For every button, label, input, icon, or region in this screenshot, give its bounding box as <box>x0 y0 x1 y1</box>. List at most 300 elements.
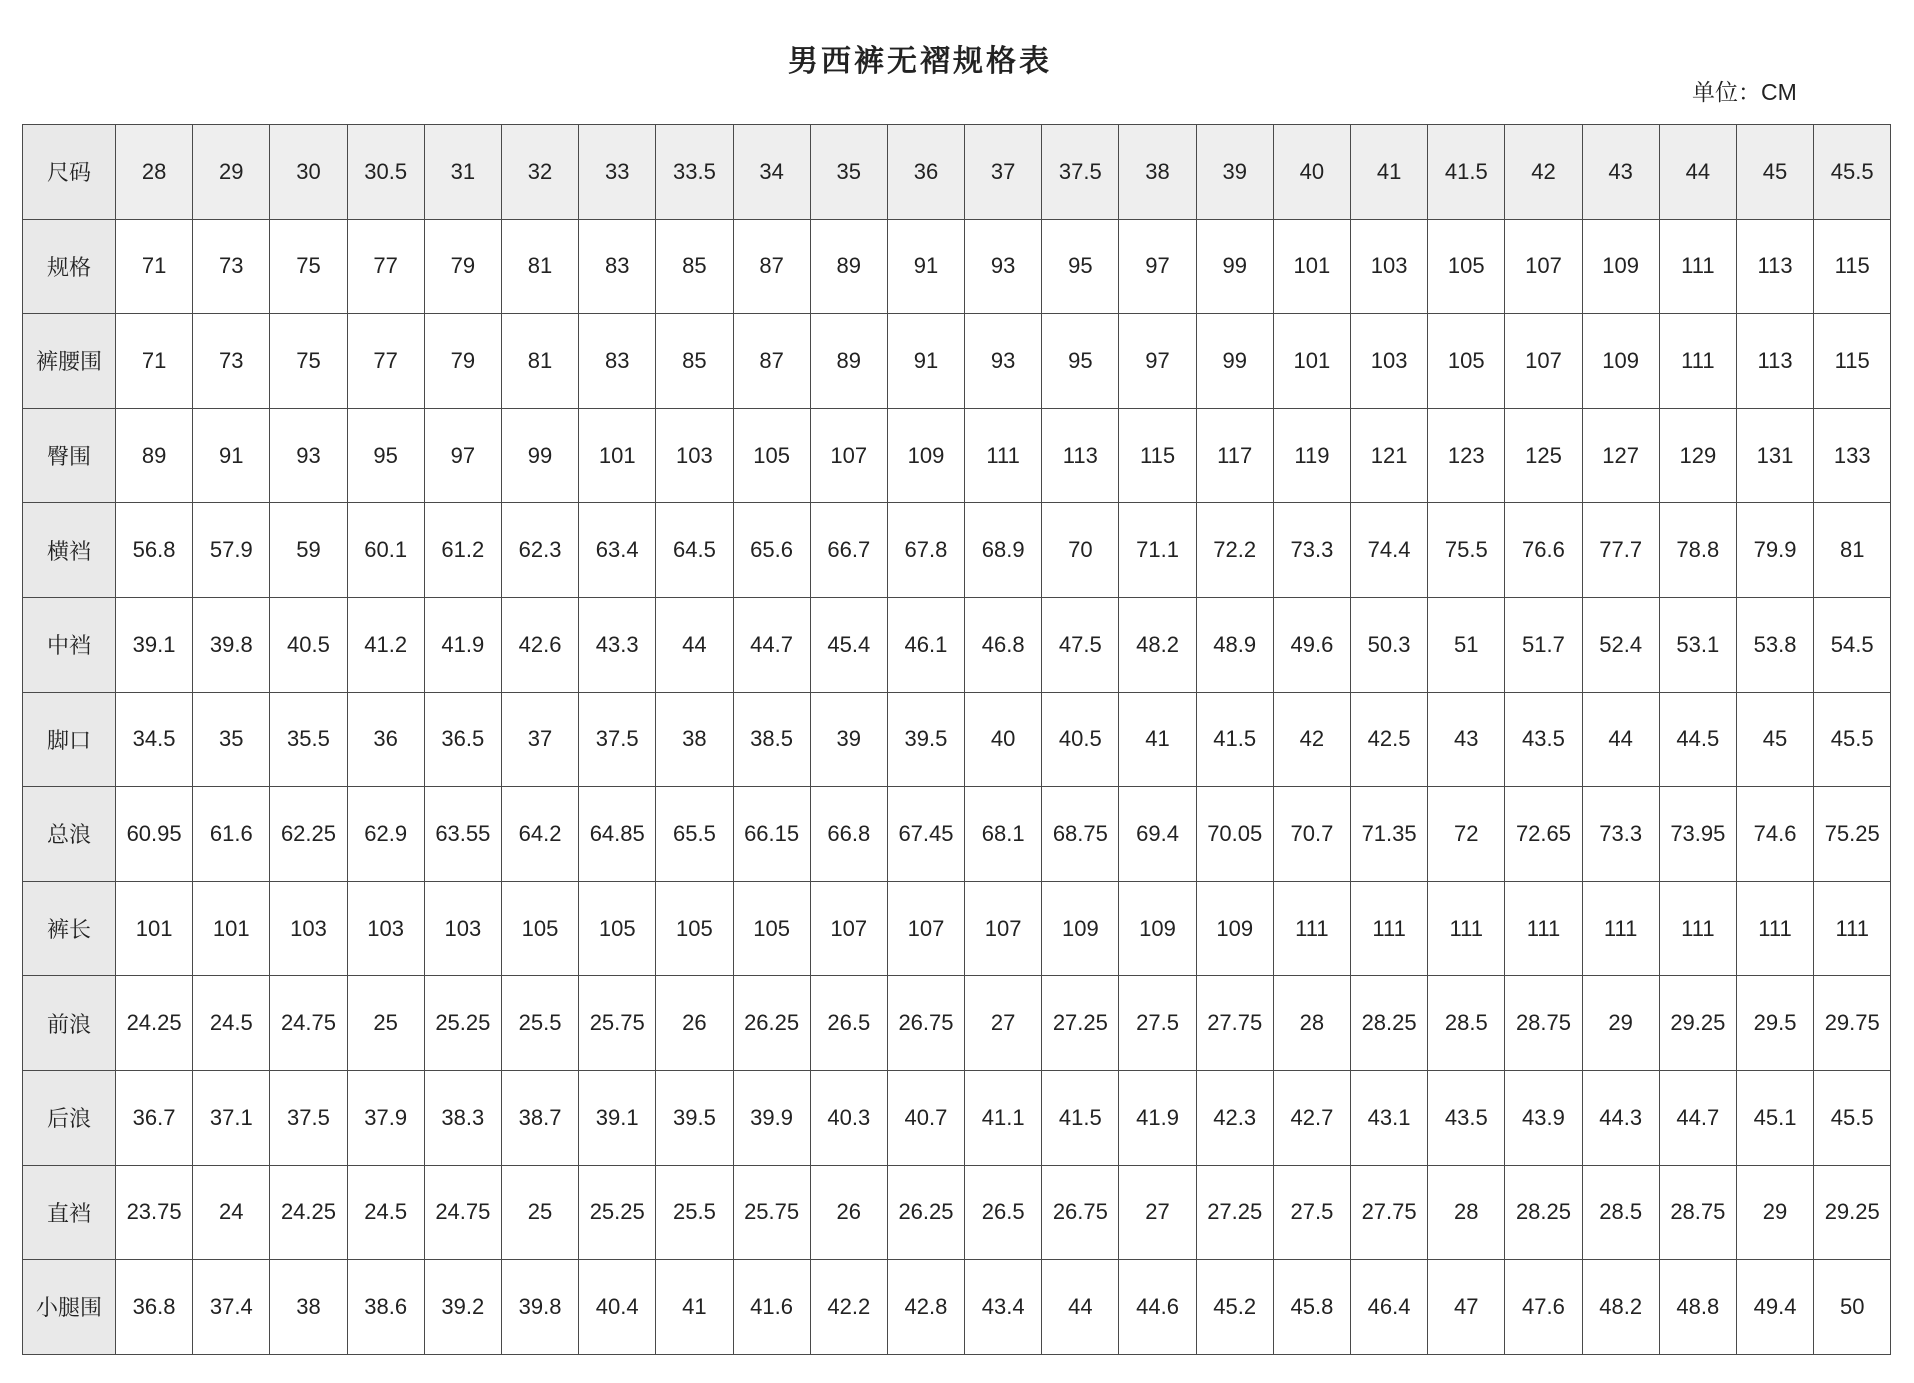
value-cell: 37.5 <box>579 692 656 787</box>
value-cell: 45.8 <box>1273 1260 1350 1355</box>
value-cell: 107 <box>810 408 887 503</box>
size-header-cell: 40 <box>1273 125 1350 220</box>
value-cell: 97 <box>424 408 501 503</box>
size-header-cell: 39 <box>1196 125 1273 220</box>
table-row <box>23 692 1891 787</box>
value-cell: 61.6 <box>193 787 270 882</box>
value-cell: 39.5 <box>656 1070 733 1165</box>
value-cell: 61.2 <box>424 503 501 598</box>
value-cell: 127 <box>1582 408 1659 503</box>
value-cell: 45.4 <box>810 597 887 692</box>
table-row <box>23 408 1891 503</box>
value-cell: 41.2 <box>347 597 424 692</box>
value-cell: 56.8 <box>116 503 193 598</box>
value-cell: 111 <box>1582 881 1659 976</box>
value-cell: 41.6 <box>733 1260 810 1355</box>
value-cell: 68.9 <box>965 503 1042 598</box>
value-cell: 103 <box>347 881 424 976</box>
value-cell: 28.5 <box>1582 1165 1659 1260</box>
value-cell: 67.45 <box>887 787 964 882</box>
value-cell: 125 <box>1505 408 1582 503</box>
value-cell: 87 <box>733 219 810 314</box>
value-cell: 26.25 <box>887 1165 964 1260</box>
value-cell: 64.5 <box>656 503 733 598</box>
value-cell: 25.5 <box>501 976 578 1071</box>
value-cell: 81 <box>501 314 578 409</box>
value-cell: 45.5 <box>1814 692 1891 787</box>
value-cell: 111 <box>1736 881 1813 976</box>
size-header-cell: 31 <box>424 125 501 220</box>
value-cell: 111 <box>1659 881 1736 976</box>
value-cell: 28.25 <box>1505 1165 1582 1260</box>
value-cell: 38 <box>656 692 733 787</box>
value-cell: 105 <box>733 408 810 503</box>
value-cell: 71.1 <box>1119 503 1196 598</box>
value-cell: 26.25 <box>733 976 810 1071</box>
value-cell: 45.1 <box>1736 1070 1813 1165</box>
value-cell: 105 <box>1428 219 1505 314</box>
size-header-cell: 45.5 <box>1814 125 1891 220</box>
value-cell: 43.9 <box>1505 1070 1582 1165</box>
value-cell: 28.25 <box>1351 976 1428 1071</box>
value-cell: 26.5 <box>965 1165 1042 1260</box>
value-cell: 42.8 <box>887 1260 964 1355</box>
value-cell: 37.4 <box>193 1260 270 1355</box>
value-cell: 79 <box>424 219 501 314</box>
value-cell: 93 <box>965 219 1042 314</box>
value-cell: 23.75 <box>116 1165 193 1260</box>
value-cell: 103 <box>656 408 733 503</box>
value-cell: 89 <box>810 314 887 409</box>
value-cell: 25 <box>501 1165 578 1260</box>
size-header-cell: 36 <box>887 125 964 220</box>
value-cell: 25 <box>347 976 424 1071</box>
unit-label: 单位：CM <box>1692 79 1797 105</box>
value-cell: 111 <box>1351 881 1428 976</box>
value-cell: 43 <box>1428 692 1505 787</box>
value-cell: 71 <box>116 219 193 314</box>
value-cell: 47.5 <box>1042 597 1119 692</box>
value-cell: 24 <box>193 1165 270 1260</box>
value-cell: 46.1 <box>887 597 964 692</box>
value-cell: 62.25 <box>270 787 347 882</box>
table-row <box>23 597 1891 692</box>
value-cell: 42.5 <box>1351 692 1428 787</box>
value-cell: 103 <box>1351 314 1428 409</box>
value-cell: 75 <box>270 314 347 409</box>
value-cell: 29.5 <box>1736 976 1813 1071</box>
value-cell: 73.3 <box>1273 503 1350 598</box>
value-cell: 48.9 <box>1196 597 1273 692</box>
value-cell: 64.2 <box>501 787 578 882</box>
value-cell: 27.5 <box>1119 976 1196 1071</box>
table-row <box>23 881 1891 976</box>
value-cell: 77.7 <box>1582 503 1659 598</box>
value-cell: 37.5 <box>270 1070 347 1165</box>
value-cell: 63.55 <box>424 787 501 882</box>
value-cell: 24.25 <box>116 976 193 1071</box>
row-label-cell: 总浪 <box>23 787 116 882</box>
value-cell: 115 <box>1814 314 1891 409</box>
size-header-cell: 33.5 <box>656 125 733 220</box>
table-row <box>23 1070 1891 1165</box>
row-label-cell: 臀围 <box>23 408 116 503</box>
table-row <box>23 314 1891 409</box>
value-cell: 36.7 <box>116 1070 193 1165</box>
value-cell: 44.6 <box>1119 1260 1196 1355</box>
value-cell: 45.2 <box>1196 1260 1273 1355</box>
value-cell: 44 <box>656 597 733 692</box>
value-cell: 67.8 <box>887 503 964 598</box>
value-cell: 63.4 <box>579 503 656 598</box>
value-cell: 29 <box>1736 1165 1813 1260</box>
value-cell: 38.5 <box>733 692 810 787</box>
value-cell: 69.4 <box>1119 787 1196 882</box>
size-header-cell: 29 <box>193 125 270 220</box>
value-cell: 62.3 <box>501 503 578 598</box>
value-cell: 54.5 <box>1814 597 1891 692</box>
table-row <box>23 976 1891 1071</box>
value-cell: 28 <box>1428 1165 1505 1260</box>
row-label-cell: 脚口 <box>23 692 116 787</box>
value-cell: 133 <box>1814 408 1891 503</box>
value-cell: 38.3 <box>424 1070 501 1165</box>
value-cell: 70.7 <box>1273 787 1350 882</box>
value-cell: 101 <box>116 881 193 976</box>
value-cell: 27 <box>1119 1165 1196 1260</box>
value-cell: 47.6 <box>1505 1260 1582 1355</box>
value-cell: 38.6 <box>347 1260 424 1355</box>
value-cell: 35 <box>193 692 270 787</box>
size-header-cell: 33 <box>579 125 656 220</box>
row-label-cell: 直裆 <box>23 1165 116 1260</box>
value-cell: 24.25 <box>270 1165 347 1260</box>
value-cell: 44.3 <box>1582 1070 1659 1165</box>
value-cell: 46.8 <box>965 597 1042 692</box>
page-title: 男西裤无褶规格表 <box>788 44 1052 79</box>
value-cell: 43.1 <box>1351 1070 1428 1165</box>
value-cell: 25.5 <box>656 1165 733 1260</box>
value-cell: 93 <box>270 408 347 503</box>
value-cell: 115 <box>1814 219 1891 314</box>
size-header-cell: 37 <box>965 125 1042 220</box>
value-cell: 27 <box>965 976 1042 1071</box>
size-header-cell: 35 <box>810 125 887 220</box>
value-cell: 99 <box>1196 314 1273 409</box>
table-header-row <box>23 125 1891 220</box>
value-cell: 111 <box>965 408 1042 503</box>
value-cell: 91 <box>887 314 964 409</box>
value-cell: 65.6 <box>733 503 810 598</box>
value-cell: 34.5 <box>116 692 193 787</box>
value-cell: 73 <box>193 219 270 314</box>
value-cell: 71.35 <box>1351 787 1428 882</box>
value-cell: 41 <box>656 1260 733 1355</box>
value-cell: 24.75 <box>424 1165 501 1260</box>
value-cell: 72.2 <box>1196 503 1273 598</box>
value-cell: 103 <box>424 881 501 976</box>
size-header-cell: 44 <box>1659 125 1736 220</box>
value-cell: 43.5 <box>1505 692 1582 787</box>
row-label-cell: 横裆 <box>23 503 116 598</box>
row-label-cell: 中裆 <box>23 597 116 692</box>
value-cell: 40 <box>965 692 1042 787</box>
value-cell: 79.9 <box>1736 503 1813 598</box>
value-cell: 77 <box>347 219 424 314</box>
value-cell: 81 <box>1814 503 1891 598</box>
value-cell: 36.5 <box>424 692 501 787</box>
value-cell: 73.95 <box>1659 787 1736 882</box>
value-cell: 26.75 <box>887 976 964 1071</box>
size-header-cell: 38 <box>1119 125 1196 220</box>
value-cell: 97 <box>1119 314 1196 409</box>
value-cell: 26.5 <box>810 976 887 1071</box>
value-cell: 42 <box>1273 692 1350 787</box>
value-cell: 107 <box>1505 314 1582 409</box>
size-header-cell: 42 <box>1505 125 1582 220</box>
value-cell: 85 <box>656 219 733 314</box>
value-cell: 101 <box>193 881 270 976</box>
value-cell: 79 <box>424 314 501 409</box>
value-cell: 39 <box>810 692 887 787</box>
table-row <box>23 219 1891 314</box>
row-label-cell: 裤长 <box>23 881 116 976</box>
value-cell: 109 <box>1582 314 1659 409</box>
value-cell: 44.7 <box>1659 1070 1736 1165</box>
size-header-cell: 37.5 <box>1042 125 1119 220</box>
value-cell: 68.75 <box>1042 787 1119 882</box>
value-cell: 40.7 <box>887 1070 964 1165</box>
value-cell: 41.9 <box>1119 1070 1196 1165</box>
value-cell: 29.25 <box>1659 976 1736 1071</box>
value-cell: 107 <box>887 881 964 976</box>
table-row <box>23 503 1891 598</box>
value-cell: 39.1 <box>579 1070 656 1165</box>
value-cell: 75.25 <box>1814 787 1891 882</box>
value-cell: 44 <box>1582 692 1659 787</box>
value-cell: 35.5 <box>270 692 347 787</box>
value-cell: 77 <box>347 314 424 409</box>
value-cell: 66.15 <box>733 787 810 882</box>
size-spec-table <box>22 124 1891 1355</box>
value-cell: 26 <box>810 1165 887 1260</box>
value-cell: 75 <box>270 219 347 314</box>
table-row <box>23 1260 1891 1355</box>
value-cell: 109 <box>1119 881 1196 976</box>
value-cell: 99 <box>501 408 578 503</box>
value-cell: 45.5 <box>1814 1070 1891 1165</box>
size-header-cell: 41.5 <box>1428 125 1505 220</box>
value-cell: 91 <box>887 219 964 314</box>
value-cell: 49.4 <box>1736 1260 1813 1355</box>
value-cell: 76.6 <box>1505 503 1582 598</box>
value-cell: 28.75 <box>1659 1165 1736 1260</box>
value-cell: 115 <box>1119 408 1196 503</box>
row-label-cell: 规格 <box>23 219 116 314</box>
value-cell: 111 <box>1659 219 1736 314</box>
value-cell: 105 <box>733 881 810 976</box>
value-cell: 101 <box>579 408 656 503</box>
value-cell: 101 <box>1273 219 1350 314</box>
value-cell: 74.6 <box>1736 787 1813 882</box>
value-cell: 81 <box>501 219 578 314</box>
value-cell: 66.8 <box>810 787 887 882</box>
value-cell: 95 <box>347 408 424 503</box>
value-cell: 83 <box>579 314 656 409</box>
value-cell: 38 <box>270 1260 347 1355</box>
value-cell: 105 <box>579 881 656 976</box>
value-cell: 121 <box>1351 408 1428 503</box>
value-cell: 44 <box>1042 1260 1119 1355</box>
value-cell: 42.7 <box>1273 1070 1350 1165</box>
value-cell: 27.5 <box>1273 1165 1350 1260</box>
value-cell: 25.75 <box>579 976 656 1071</box>
value-cell: 65.5 <box>656 787 733 882</box>
value-cell: 117 <box>1196 408 1273 503</box>
value-cell: 40.4 <box>579 1260 656 1355</box>
value-cell: 131 <box>1736 408 1813 503</box>
value-cell: 37 <box>501 692 578 787</box>
value-cell: 95 <box>1042 219 1119 314</box>
value-cell: 28 <box>1273 976 1350 1071</box>
value-cell: 73.3 <box>1582 787 1659 882</box>
value-cell: 25.25 <box>579 1165 656 1260</box>
value-cell: 119 <box>1273 408 1350 503</box>
value-cell: 41 <box>1119 692 1196 787</box>
value-cell: 107 <box>965 881 1042 976</box>
size-header-cell: 34 <box>733 125 810 220</box>
value-cell: 107 <box>1505 219 1582 314</box>
value-cell: 60.1 <box>347 503 424 598</box>
value-cell: 50.3 <box>1351 597 1428 692</box>
value-cell: 85 <box>656 314 733 409</box>
value-cell: 107 <box>810 881 887 976</box>
value-cell: 25.25 <box>424 976 501 1071</box>
value-cell: 26 <box>656 976 733 1071</box>
value-cell: 29.25 <box>1814 1165 1891 1260</box>
value-cell: 51.7 <box>1505 597 1582 692</box>
value-cell: 51 <box>1428 597 1505 692</box>
value-cell: 111 <box>1428 881 1505 976</box>
size-spec-table-body <box>23 125 1891 1355</box>
value-cell: 24.75 <box>270 976 347 1071</box>
value-cell: 28.75 <box>1505 976 1582 1071</box>
value-cell: 97 <box>1119 219 1196 314</box>
row-label-cell: 前浪 <box>23 976 116 1071</box>
value-cell: 37.9 <box>347 1070 424 1165</box>
value-cell: 113 <box>1042 408 1119 503</box>
value-cell: 111 <box>1273 881 1350 976</box>
value-cell: 52.4 <box>1582 597 1659 692</box>
value-cell: 48.2 <box>1582 1260 1659 1355</box>
value-cell: 43.5 <box>1428 1070 1505 1165</box>
value-cell: 41.5 <box>1042 1070 1119 1165</box>
value-cell: 109 <box>1196 881 1273 976</box>
value-cell: 68.1 <box>965 787 1042 882</box>
value-cell: 39.9 <box>733 1070 810 1165</box>
value-cell: 64.85 <box>579 787 656 882</box>
size-header-cell: 45 <box>1736 125 1813 220</box>
value-cell: 47 <box>1428 1260 1505 1355</box>
value-cell: 44.7 <box>733 597 810 692</box>
value-cell: 99 <box>1196 219 1273 314</box>
value-cell: 36.8 <box>116 1260 193 1355</box>
value-cell: 29 <box>1582 976 1659 1071</box>
value-cell: 24.5 <box>347 1165 424 1260</box>
value-cell: 39.8 <box>501 1260 578 1355</box>
value-cell: 113 <box>1736 219 1813 314</box>
size-header-cell: 43 <box>1582 125 1659 220</box>
value-cell: 91 <box>193 408 270 503</box>
value-cell: 29.75 <box>1814 976 1891 1071</box>
value-cell: 109 <box>1582 219 1659 314</box>
value-cell: 62.9 <box>347 787 424 882</box>
value-cell: 95 <box>1042 314 1119 409</box>
row-label-cell: 小腿围 <box>23 1260 116 1355</box>
value-cell: 45 <box>1736 692 1813 787</box>
value-cell: 105 <box>501 881 578 976</box>
value-cell: 46.4 <box>1351 1260 1428 1355</box>
value-cell: 50 <box>1814 1260 1891 1355</box>
value-cell: 27.75 <box>1196 976 1273 1071</box>
value-cell: 48.2 <box>1119 597 1196 692</box>
value-cell: 42.2 <box>810 1260 887 1355</box>
value-cell: 103 <box>1351 219 1428 314</box>
value-cell: 42.3 <box>1196 1070 1273 1165</box>
value-cell: 103 <box>270 881 347 976</box>
value-cell: 93 <box>965 314 1042 409</box>
value-cell: 43.3 <box>579 597 656 692</box>
value-cell: 24.5 <box>193 976 270 1071</box>
row-label-cell: 后浪 <box>23 1070 116 1165</box>
value-cell: 41.5 <box>1196 692 1273 787</box>
size-header-cell: 41 <box>1351 125 1428 220</box>
value-cell: 39.1 <box>116 597 193 692</box>
value-cell: 72 <box>1428 787 1505 882</box>
value-cell: 71 <box>116 314 193 409</box>
table-row <box>23 1165 1891 1260</box>
row-label-cell: 裤腰围 <box>23 314 116 409</box>
value-cell: 49.6 <box>1273 597 1350 692</box>
value-cell: 101 <box>1273 314 1350 409</box>
value-cell: 105 <box>1428 314 1505 409</box>
value-cell: 28.5 <box>1428 976 1505 1071</box>
value-cell: 37.1 <box>193 1070 270 1165</box>
value-cell: 78.8 <box>1659 503 1736 598</box>
value-cell: 105 <box>656 881 733 976</box>
value-cell: 70.05 <box>1196 787 1273 882</box>
size-header-label: 尺码 <box>23 125 116 220</box>
value-cell: 36 <box>347 692 424 787</box>
size-header-cell: 30 <box>270 125 347 220</box>
value-cell: 39.2 <box>424 1260 501 1355</box>
value-cell: 27.25 <box>1196 1165 1273 1260</box>
size-header-cell: 32 <box>501 125 578 220</box>
value-cell: 41.9 <box>424 597 501 692</box>
value-cell: 53.8 <box>1736 597 1813 692</box>
value-cell: 48.8 <box>1659 1260 1736 1355</box>
value-cell: 26.75 <box>1042 1165 1119 1260</box>
value-cell: 113 <box>1736 314 1813 409</box>
value-cell: 38.7 <box>501 1070 578 1165</box>
value-cell: 129 <box>1659 408 1736 503</box>
value-cell: 43.4 <box>965 1260 1042 1355</box>
value-cell: 42.6 <box>501 597 578 692</box>
value-cell: 27.25 <box>1042 976 1119 1071</box>
value-cell: 87 <box>733 314 810 409</box>
size-header-cell: 28 <box>116 125 193 220</box>
value-cell: 39.8 <box>193 597 270 692</box>
